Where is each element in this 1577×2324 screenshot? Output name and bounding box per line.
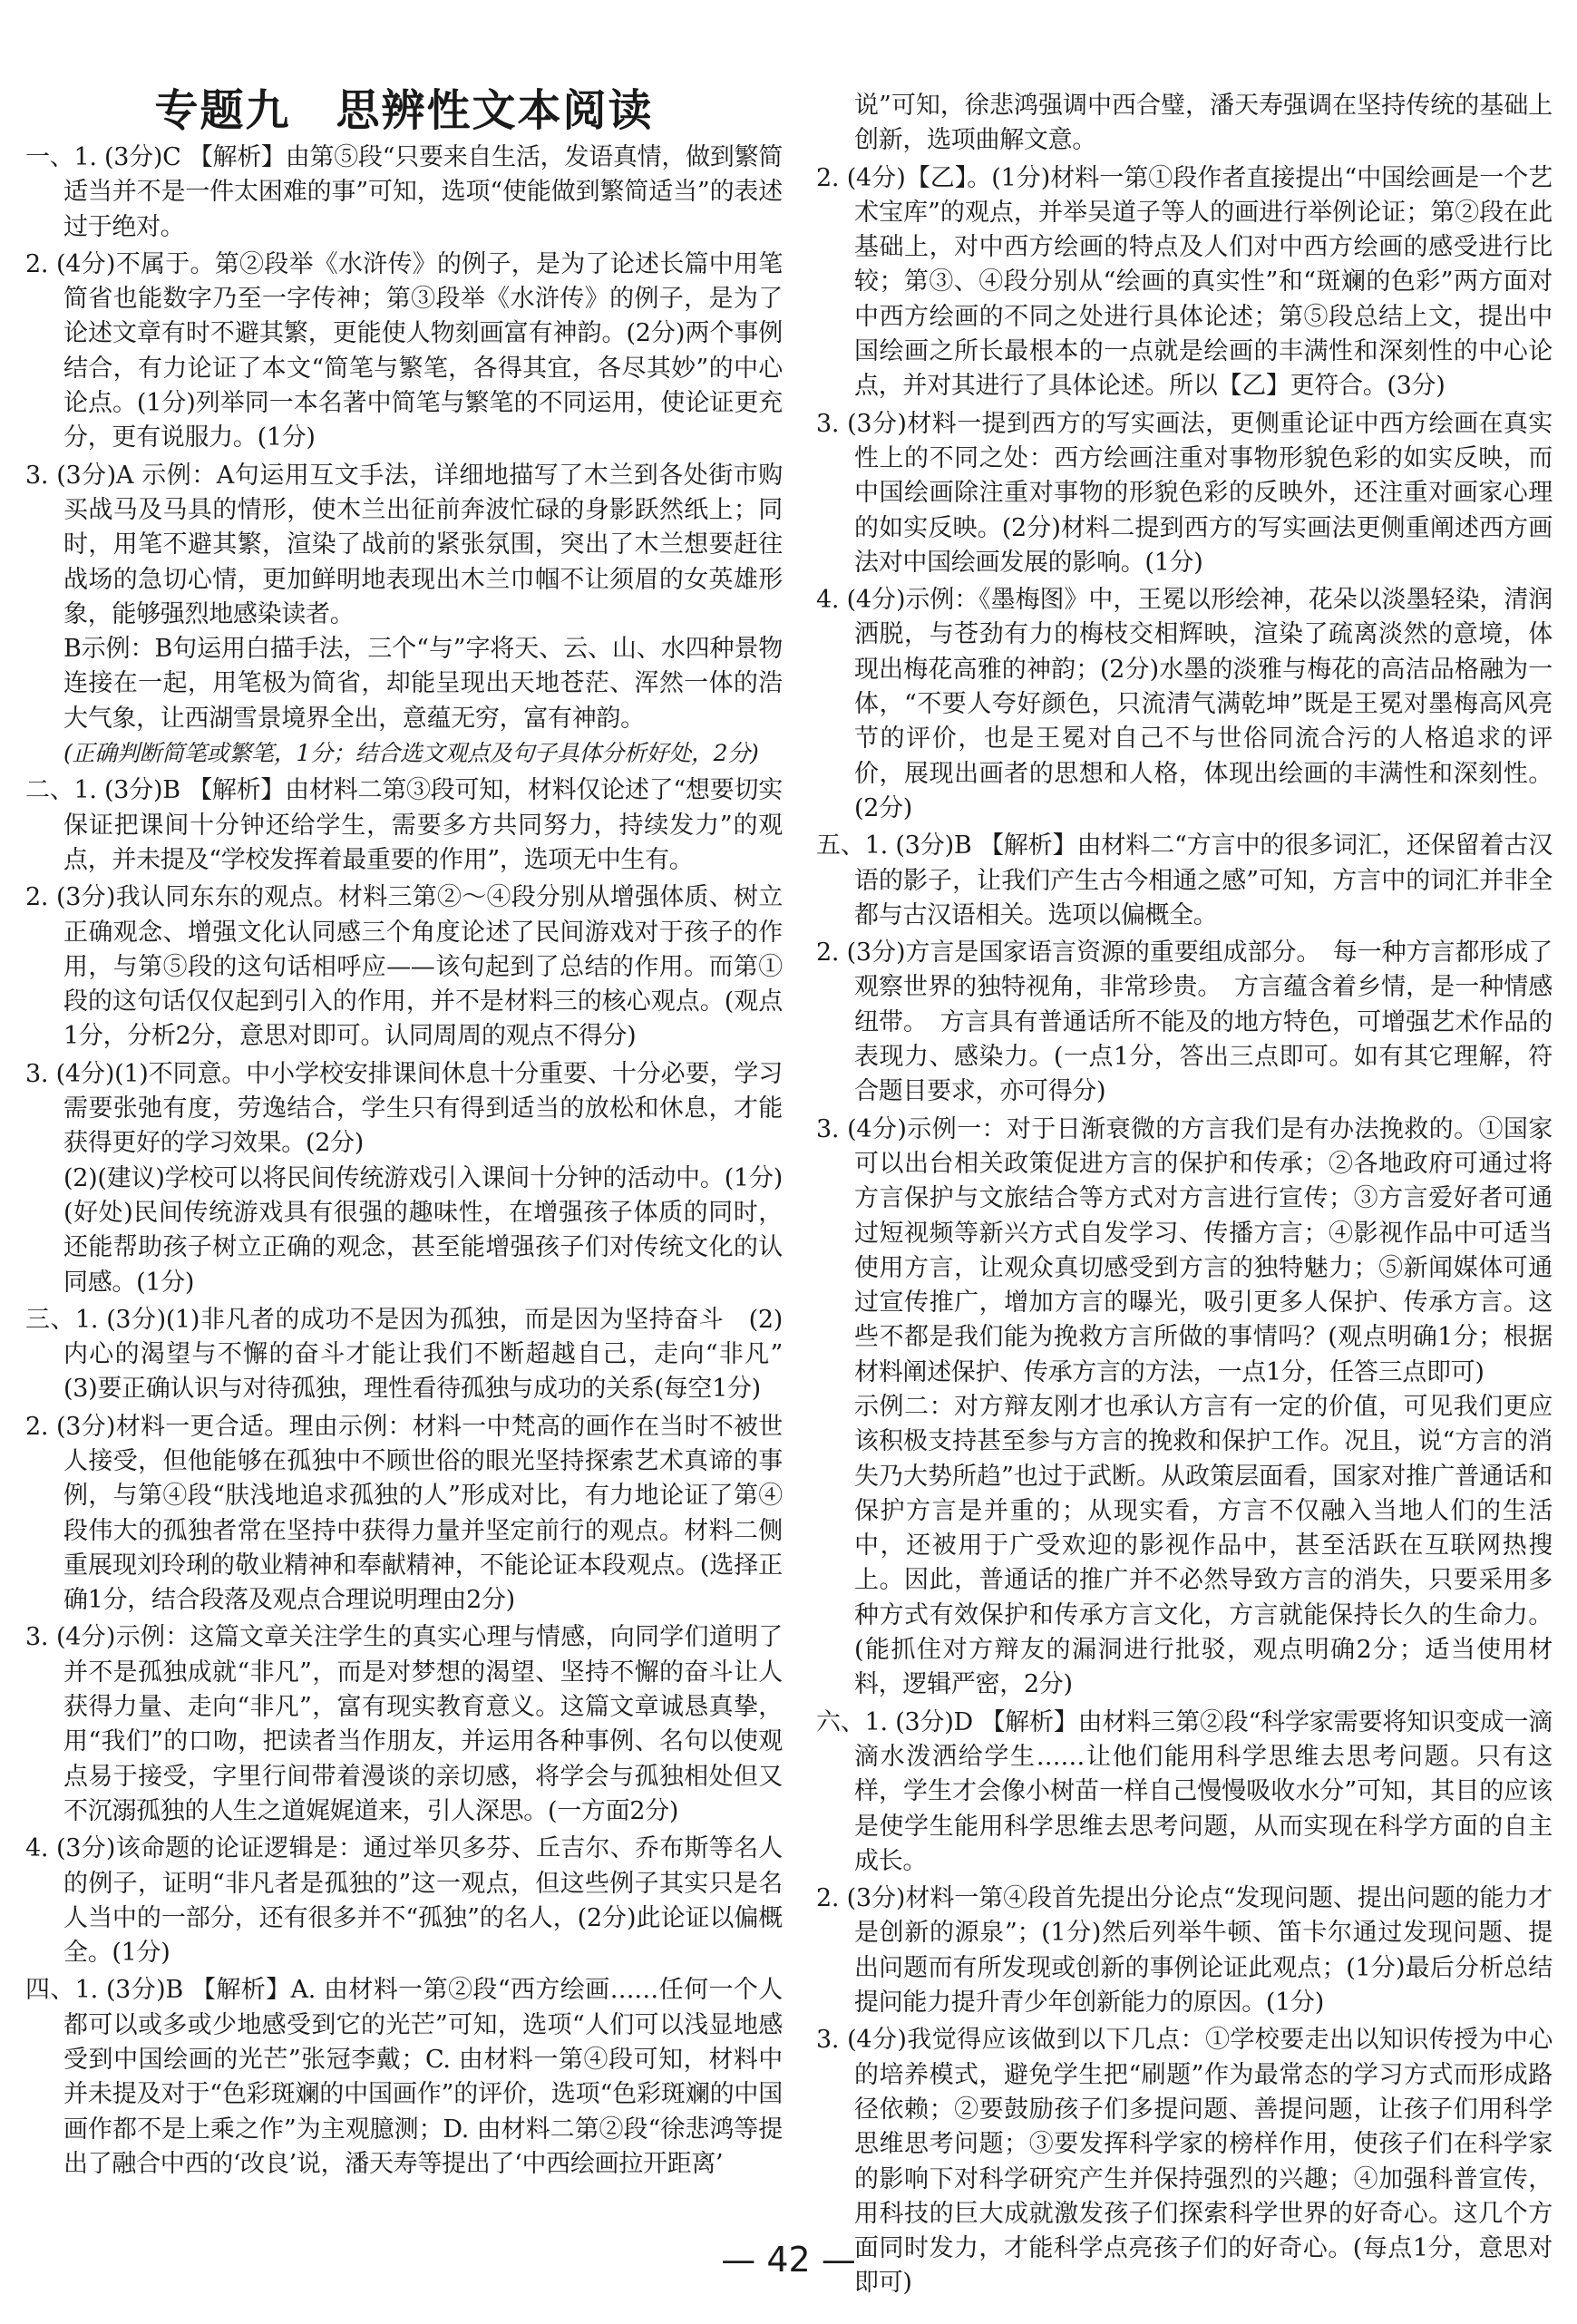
page-number: — 42 — bbox=[721, 2240, 856, 2280]
page-title: 专题九 思辨性文本阅读 bbox=[154, 85, 654, 136]
answer-paragraph: (正确判断简笔或繁笔，1分；结合选文观点及句子具体分析好处，2分) bbox=[63, 740, 759, 767]
answer-paragraph: 五、1. (3分)B 【解析】由材料二“方言中的很多词汇，还保留着古汉语的影子，让我们产生古今相通之感”可知，方言中的词汇并非全都与古汉语相关。选项以偏概全。 bbox=[816, 831, 1553, 929]
answer-paragraph: 2. (4分)【乙】。(1分)材料一第①段作者直接提出“中国绘画是一个艺术宝库”的观点，并举吴道子等人的画进行举例论证；第②段在此基础上，对中西方绘画的特点及人们对中西方绘画的感受进行比较；第③、④段分别从“绘画的真实性”和“斑斓的色彩”两方面对中西方绘画的不同之处进行具体论述；第⑤段总结上文，提出中国绘画之所长最根本的一点就是绘画的丰满性和深刻性的中心论点，并对其进行了具体论述。所以【乙】更符合。(3分) bbox=[816, 163, 1553, 401]
answer-paragraph: 六、1. (3分)D 【解析】由材料三第②段“科学家需要将知识变成一滴滴水泼洒给学生……让他们能用科学思维去思考问题。只有这样，学生才会像小树苗一样自己慢慢吸收水分”可知，其目的应该是使学生能用科学思维去思考问题，从而实现在科学方面的自主成长。 bbox=[816, 1707, 1553, 1875]
answer-paragraph: 2. (3分)材料一更合适。理由示例：材料一中梵高的画作在当时不被世人接受，但他能够在孤独中不顾世俗的眼光坚持探索艺术真谛的事例，与第④段“肤浅地追求孤独的人”形成对比，有力地论证了第④段伟大的孤独者常在坚持中获得力量并坚定前行的观点。材料二侧重展现刘玲琍的敬业精神和奉献精神，不能论证本段观点。(选择正确1分，结合段落及观点合理说明理由2分) bbox=[25, 1412, 783, 1615]
right-column-top-spacer bbox=[816, 0, 1553, 89]
left-column bbox=[25, 0, 807, 2182]
answer-paragraph: 3. (4分)我觉得应该做到以下几点：①学校要走出以知识传授为中心的培养模式，避免学生把“刷题”作为最常态的学习方式而形成路径依赖；②要鼓励孩子们多提问题、善提问题，让孩子们用科学思维思考问题；③要发挥科学家的榜样作用，使孩子们在科学家的影响下对科学研究产生并保持强烈的兴趣；④加强科普宣传，用科技的巨大成就激发孩子们探索科学世界的好奇心。这几个方面同时发力，才能科学点亮孩子们的好奇心。(每点1分，意思对即可) bbox=[816, 2026, 1553, 2298]
answer-paragraph: 3. (4分)(1)不同意。中小学校安排课间休息十分重要、十分必要，学习需要张弛有度，劳逸结合，学生只有得到适当的放松和休息，才能获得更好的学习效果。(2分) bbox=[25, 1059, 783, 1158]
answer-paragraph: 示例二：对方辩友刚才也承认方言有一定的价值，可见我们更应该积极支持甚至参与方言的挽救和保护工作。况且，说“方言的消失乃大势所趋”也过于武断。从政策层面看，国家对推广普通话和保护方言是并重的；从现实看，方言不仅融入当地人们的生活中，还被用于广受欢迎的影视作品中，甚至活跃在互联网热搜上。因此，普通话的推广并不必然导致方言的消失，只要采用多种方式有效保护和传承方言文化，方言就能保持长久的生命力。(能抓住对方辩友的漏洞进行批驳，观点明确2分；适当使用材料，逻辑严密，2分) bbox=[854, 1392, 1553, 1699]
answer-paragraph: 一、1. (3分)C 【解析】由第⑤段“只要来自生活，发语真情，做到繁简适当并不是一件太困难的事”可知，选项“使能做到繁简适当”的表述过于绝对。 bbox=[25, 143, 783, 241]
left-column-body bbox=[25, 141, 807, 2182]
answer-paragraph: 3. (4分)示例：这篇文章关注学生的真实心理与情感，向同学们道明了并不是孤独成就“非凡”，而是对梦想的渴望、坚持不懈的奋斗让人获得力量、走向“非凡”，富有现实教育意义。这篇文章诚恳真挚，用“我们”的口吻，把读者当作朋友，并运用各种事例、名句以使观点易于接受，字里行间带着漫谈的亲切感，将学会与孤独相处但又不沉溺孤独的人生之道娓娓道来，引人深思。(一方面2分) bbox=[25, 1623, 783, 1825]
answer-paragraph: 4. (3分)该命题的论证逻辑是：通过举贝多芬、丘吉尔、乔布斯等名人的例子，证明“非凡者是孤独的”这一观点，但这些例子其实只是名人当中的一部分，还有很多并不“孤独”的名人，(2分)此论证以偏概全。(1分) bbox=[25, 1834, 783, 1968]
answer-paragraph: 3. (3分)材料一提到西方的写实画法，更侧重论证中西方绘画在真实性上的不同之处：西方绘画注重对事物形貌色彩的如实反映，而中国绘画除注重对事物的形貌色彩的反映外，还注重对画家心理的如实反映。(2分)材料二提到西方的写实画法更侧重阐述西方画法对中国绘画发展的影响。(1分) bbox=[816, 409, 1553, 577]
right-column bbox=[816, 0, 1553, 2301]
answer-paragraph: 2. (3分)方言是国家语言资源的重要组成部分。 每一种方言都形成了观察世界的独特视角，非常珍贵。 方言蕴含着乡情，是一种情感纽带。 方言具有普通话所不能及的地方特色，可增强艺术作品的表现力、感染力。(一点1分，答出三点即可。如有其它理解，符合题目要求，亦可得分) bbox=[816, 938, 1553, 1106]
answer-paragraph: 说”可知，徐悲鸿强调中西合璧，潘天寿强调在坚持传统的基础上创新，选项曲解文意。 bbox=[854, 92, 1553, 155]
answer-paragraph: 4. (4分)示例：《墨梅图》中，王冕以形绘神，花朵以淡墨轻染，清润洒脱，与苍劲有力的梅枝交相辉映，渲染了疏离淡然的意境，体现出梅花高雅的神韵；(2分)水墨的淡雅与梅花的高洁品格融为一体，“不要人夸好颜色，只流清气满乾坤”既是王冕对墨梅高风亮节的评价，也是王冕对自己不与世俗同流合污的人格追求的评价，展现出画者的思想和人格，体现出绘画的丰满性和深刻性。(2分) bbox=[816, 586, 1553, 822]
answer-paragraph: 二、1. (3分)B 【解析】由材料二第③段可知，材料仅论述了“想要切实保证把课间十分钟还给学生，需要多方共同努力，持续发力”的观点，并未提及“学校发挥着最重要的作用”，选项无中生有。 bbox=[25, 776, 783, 874]
answer-paragraph: 四、1. (3分)B 【解析】A. 由材料一第②段“西方绘画……任何一个人都可以或多或少地感受到它的光芒”可知，选项“人们可以浅显地感受到中国绘画的光芒”张冠李戴；C. 由材料一第④段可知，材料中并未提及对于“色彩斑斓的中国画作”的评价，选项“色彩斑斓的中国画作都不是上乘之作”为主观臆测；D. 由材料二第②段“徐悲鸿等提出了融合中西的‘改良’说，潘天寿等提出了‘中西绘画拉开距离’ bbox=[25, 1976, 783, 2178]
answer-paragraph: (2)(建议)学校可以将民间传统游戏引入课间十分钟的活动中。(1分)(好处)民间传统游戏具有很强的趣味性，在增强孩子体质的同时，还能帮助孩子树立正确的观念，甚至能增强孩子们对传统文化的认同感。(1分) bbox=[63, 1163, 783, 1297]
answer-paragraph: 三、1. (3分)(1)非凡者的成功不是因为孤独，而是因为坚持奋斗 (2)内心的渴望与不懈的奋斗才能让我们不断超越自己，走向“非凡” (3)要正确认识与对待孤独，理性看待孤独与成功的关系(每空1分) bbox=[25, 1305, 807, 1404]
answer-paragraph: 2. (4分)不属于。第②段举《水浒传》的例子，是为了论述长篇中用笔简省也能数字乃至一字传神；第③段举《水浒传》的例子，是为了论述文章有时不避其繁，更能使人物刻画富有神韵。(2分)两个事例结合，有力论证了本文“简笔与繁笔，各得其宜，各尽其妙”的中心论点。(1分)列举同一本名著中简笔与繁笔的不同运用，使论证更充分，更有说服力。(1分) bbox=[25, 249, 783, 452]
answer-paragraph: 3. (3分)A 示例：A句运用互文手法，详细地描写了木兰到各处街市购买战马及马具的情形，使木兰出征前奔波忙碌的身影跃然纸上；同时，用笔不避其繁，渲染了战前的紧张氛围，突出了木兰想要赶往战场的急切心情，更加鲜明地表现出木兰巾帼不让须眉的女英雄形象，能够强烈地感染读者。 bbox=[25, 461, 783, 628]
right-column-body bbox=[816, 89, 1553, 2301]
answer-paragraph: 3. (4分)示例一：对于日渐衰微的方言我们是有办法挽救的。①国家可以出台相关政策促进方言的保护和传承；②各地政府可通过将方言保护与文旅结合等方式对方言进行宣传；③方言爱好者可通过短视频等新兴方式自发学习、传播方言；④影视作品中可适当使用方言，让观众真切感受到方言的独特魅力；⑤新闻媒体可通过宣传推广，增加方言的曝光，吸引更多人保护、传承方言。这些不都是我们能为挽救方言所做的事情吗？(观点明确1分；根据材料阐述保护、传承方言的方法，一点1分，任答三点即可) bbox=[816, 1114, 1553, 1386]
answer-paragraph: 2. (3分)我认同东东的观点。材料三第②～④段分别从增强体质、树立正确观念、增强文化认同感三个角度论述了民间游戏对于孩子的作用，与第⑤段的这句话相呼应——该句起到了总结的作用。而第①段的这句话仅仅起到引入的作用，并不是材料三的核心观点。(观点1分，分析2分，意思对即可。认同周周的观点不得分) bbox=[25, 883, 783, 1051]
answer-paragraph: B示例：B句运用白描手法，三个“与”字将天、云、山、水四种景物连接在一起，用笔极为简省，却能呈现出天地苍茫、浑然一体的浩大气象，让西湖雪景境界全出，意蕴无穷，富有神韵。 bbox=[63, 635, 783, 733]
answer-paragraph: 2. (3分)材料一第④段首先提出分论点“发现问题、提出问题的能力才是创新的源泉”；(1分)然后列举牛顿、笛卡尔通过发现问题、提出问题而有所发现或创新的事例论证此观点；(1分)最后分析总结提问能力提升青少年创新能力的原因。(1分) bbox=[816, 1884, 1553, 2018]
